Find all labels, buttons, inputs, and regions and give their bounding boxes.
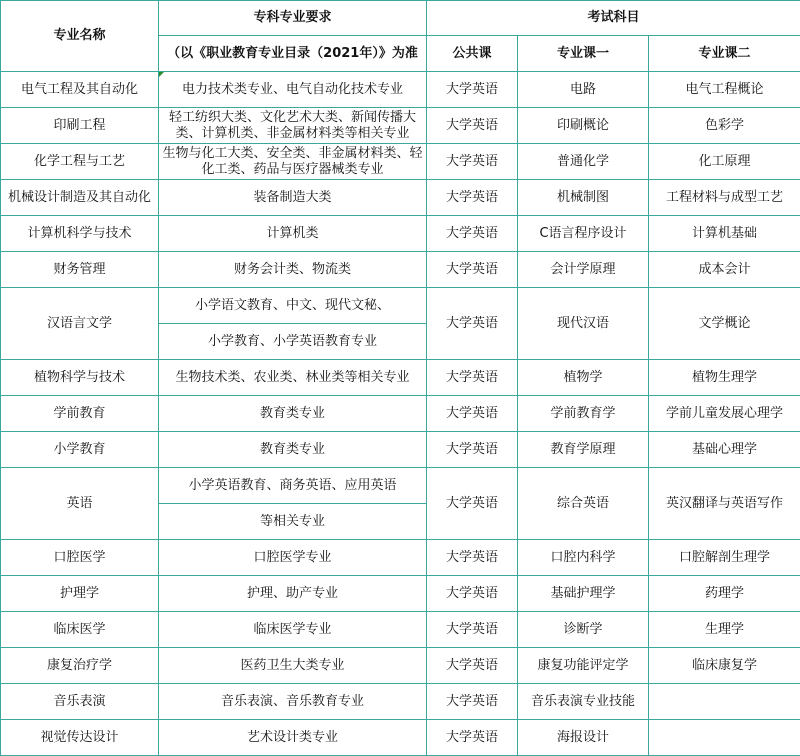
requirement-cell: 临床医学专业	[159, 612, 427, 648]
course-two-cell: 生理学	[649, 612, 800, 648]
table-row	[1, 720, 800, 756]
course-one-cell: 普通化学	[518, 144, 649, 180]
course-one-cell: 学前教育学	[518, 396, 649, 432]
major-cell: 口腔医学	[1, 540, 159, 576]
requirement-cell: 小学语文教育、中文、现代文秘、	[159, 288, 427, 324]
public-course-cell: 大学英语	[427, 288, 518, 360]
requirement-cell: 护理、助产专业	[159, 576, 427, 612]
table-row	[1, 144, 800, 180]
course-one-cell: 电路	[518, 72, 649, 108]
requirement-cell: 等相关专业	[159, 504, 427, 540]
major-cell: 学前教育	[1, 396, 159, 432]
course-one-cell: 植物学	[518, 360, 649, 396]
major-cell: 印刷工程	[1, 108, 159, 144]
table-row	[1, 396, 800, 432]
major-cell: 植物科学与技术	[1, 360, 159, 396]
course-two-cell: 计算机基础	[649, 216, 800, 252]
table-row	[1, 180, 800, 216]
major-cell: 财务管理	[1, 252, 159, 288]
table-row	[1, 288, 800, 324]
public-course-cell: 大学英语	[427, 252, 518, 288]
major-cell: 视觉传达设计	[1, 720, 159, 756]
public-course-cell: 大学英语	[427, 540, 518, 576]
major-cell: 音乐表演	[1, 684, 159, 720]
table-row	[1, 216, 800, 252]
course-two-cell: 成本会计	[649, 252, 800, 288]
table-row	[1, 540, 800, 576]
course-two-cell: 基础心理学	[649, 432, 800, 468]
table-row	[1, 612, 800, 648]
requirement-cell: 教育类专业	[159, 396, 427, 432]
header-major-name: 专业名称	[1, 1, 159, 72]
course-one-cell: C语言程序设计	[518, 216, 649, 252]
table-row	[1, 576, 800, 612]
course-one-cell: 口腔内科学	[518, 540, 649, 576]
header-requirement-subtitle: （以《职业教育专业目录（2021年）》为准	[159, 36, 427, 72]
course-one-cell: 现代汉语	[518, 288, 649, 360]
table-row	[1, 684, 800, 720]
requirement-cell: 口腔医学专业	[159, 540, 427, 576]
requirement-cell: 财务会计类、物流类	[159, 252, 427, 288]
requirement-cell: 电力技术类专业、电气自动化技术专业	[159, 72, 427, 108]
requirement-cell: 轻工纺织大类、文化艺术大类、新闻传播大类、计算机类、非金属材料类等相关专业	[159, 108, 427, 144]
table-row	[1, 252, 800, 288]
public-course-cell: 大学英语	[427, 108, 518, 144]
major-cell: 英语	[1, 468, 159, 540]
public-course-cell: 大学英语	[427, 432, 518, 468]
table-row	[1, 108, 800, 144]
course-one-cell: 机械制图	[518, 180, 649, 216]
course-two-cell: 药理学	[649, 576, 800, 612]
course-one-cell: 教育学原理	[518, 432, 649, 468]
requirement-cell: 装备制造大类	[159, 180, 427, 216]
course-two-cell: 口腔解剖生理学	[649, 540, 800, 576]
public-course-cell: 大学英语	[427, 612, 518, 648]
course-two-cell	[649, 684, 800, 720]
course-one-cell: 基础护理学	[518, 576, 649, 612]
public-course-cell: 大学英语	[427, 720, 518, 756]
major-cell: 汉语言文学	[1, 288, 159, 360]
requirement-cell: 小学英语教育、商务英语、应用英语	[159, 468, 427, 504]
requirement-cell: 音乐表演、音乐教育专业	[159, 684, 427, 720]
public-course-cell: 大学英语	[427, 576, 518, 612]
requirement-cell: 教育类专业	[159, 432, 427, 468]
major-cell: 化学工程与工艺	[1, 144, 159, 180]
course-two-cell: 临床康复学	[649, 648, 800, 684]
course-two-cell: 英汉翻译与英语写作	[649, 468, 800, 540]
major-cell: 小学教育	[1, 432, 159, 468]
public-course-cell: 大学英语	[427, 144, 518, 180]
course-two-cell: 文学概论	[649, 288, 800, 360]
requirement-cell: 生物技术类、农业类、林业类等相关专业	[159, 360, 427, 396]
requirement-cell: 艺术设计类专业	[159, 720, 427, 756]
course-two-cell: 电气工程概论	[649, 72, 800, 108]
requirement-cell: 生物与化工大类、安全类、非金属材料类、轻化工类、药品与医疗器械类专业	[159, 144, 427, 180]
public-course-cell: 大学英语	[427, 648, 518, 684]
table-row	[1, 432, 800, 468]
course-two-cell: 化工原理	[649, 144, 800, 180]
table-row	[1, 72, 800, 108]
course-one-cell: 印刷概论	[518, 108, 649, 144]
course-one-cell: 综合英语	[518, 468, 649, 540]
course-two-cell	[649, 720, 800, 756]
public-course-cell: 大学英语	[427, 360, 518, 396]
requirement-cell: 医药卫生大类专业	[159, 648, 427, 684]
header-public-course: 公共课	[427, 36, 518, 72]
major-cell: 康复治疗学	[1, 648, 159, 684]
course-one-cell: 康复功能评定学	[518, 648, 649, 684]
header-course-one: 专业课一	[518, 36, 649, 72]
header-course-two: 专业课二	[649, 36, 800, 72]
major-cell: 护理学	[1, 576, 159, 612]
public-course-cell: 大学英语	[427, 216, 518, 252]
public-course-cell: 大学英语	[427, 396, 518, 432]
major-cell: 临床医学	[1, 612, 159, 648]
course-two-cell: 工程材料与成型工艺	[649, 180, 800, 216]
major-cell: 计算机科学与技术	[1, 216, 159, 252]
public-course-cell: 大学英语	[427, 468, 518, 540]
table-row	[1, 360, 800, 396]
major-cell: 机械设计制造及其自动化	[1, 180, 159, 216]
requirement-cell: 计算机类	[159, 216, 427, 252]
course-two-cell: 色彩学	[649, 108, 800, 144]
course-one-cell: 会计学原理	[518, 252, 649, 288]
public-course-cell: 大学英语	[427, 72, 518, 108]
course-one-cell: 海报设计	[518, 720, 649, 756]
header-exam-subjects: 考试科目	[427, 1, 800, 36]
header-row-1	[1, 1, 800, 36]
public-course-cell: 大学英语	[427, 684, 518, 720]
major-cell: 电气工程及其自动化	[1, 72, 159, 108]
header-requirement-title: 专科专业要求	[159, 1, 427, 36]
course-two-cell: 植物生理学	[649, 360, 800, 396]
course-one-cell: 诊断学	[518, 612, 649, 648]
public-course-cell: 大学英语	[427, 180, 518, 216]
requirement-cell: 小学教育、小学英语教育专业	[159, 324, 427, 360]
course-two-cell: 学前儿童发展心理学	[649, 396, 800, 432]
table-row	[1, 468, 800, 504]
course-one-cell: 音乐表演专业技能	[518, 684, 649, 720]
table-row	[1, 648, 800, 684]
